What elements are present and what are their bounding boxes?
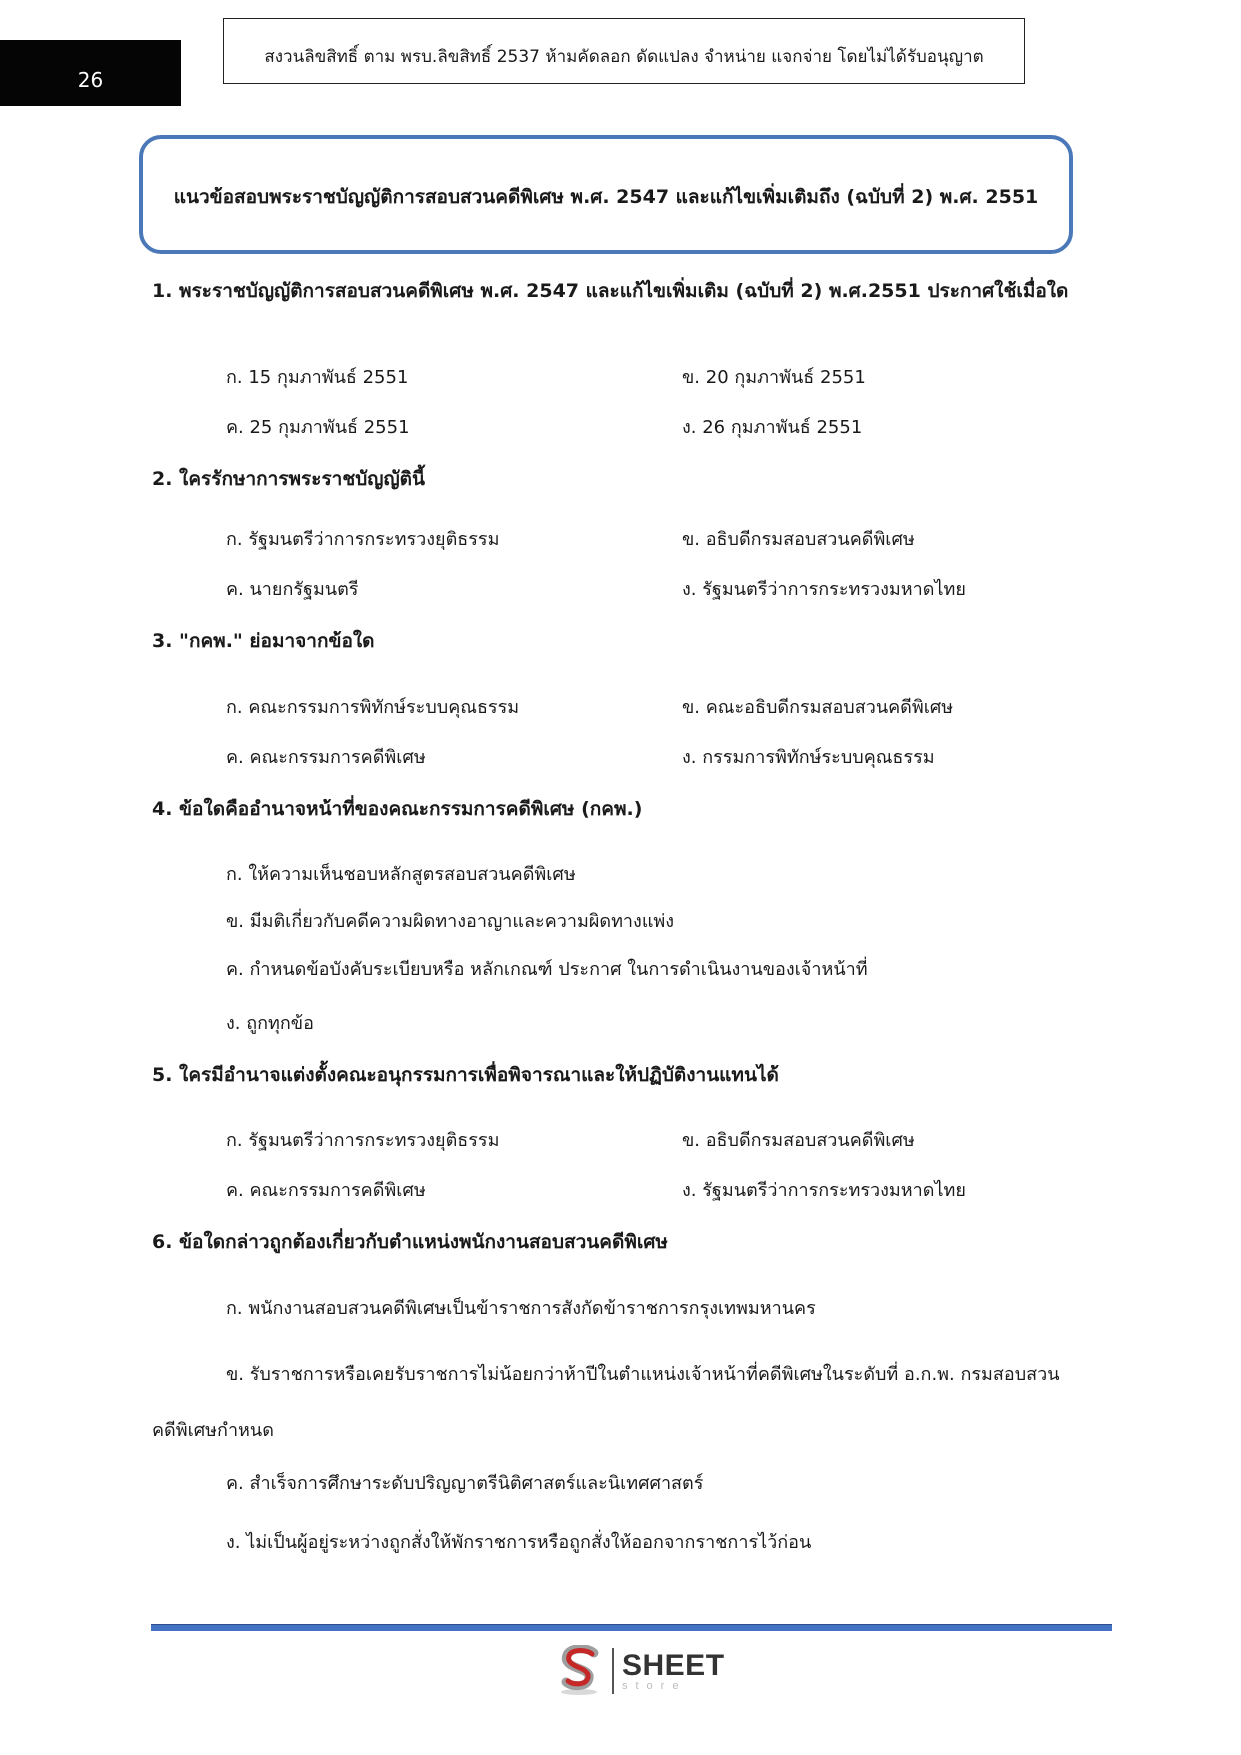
question-6-option-c: ค. สำเร็จการศึกษาระดับปริญญาตรีนิติศาสตร์และนิเทศศาสตร์ bbox=[226, 1473, 704, 1494]
document-title: แนวข้อสอบพระราชบัญญัติการสอบสวนคดีพิเศษ พ.ศ. 2547 และแก้ไขเพิ่มเติมถึง (ฉบับที่ 2) พ.ศ. 2551 bbox=[139, 135, 1073, 254]
question-2-option-b: ข. อธิบดีกรมสอบสวนคดีพิเศษ bbox=[682, 529, 915, 550]
copyright-notice: สงวนลิขสิทธิ์ ตาม พรบ.ลิขสิทธิ์ 2537 ห้ามคัดลอก ดัดแปลง จำหน่าย แจกจ่าย โดยไม่ได้รับอนุญาต bbox=[223, 18, 1025, 84]
question-3-option-d: ง. กรรมการพิทักษ์ระบบคุณธรรม bbox=[682, 747, 935, 768]
question-3-option-b: ข. คณะอธิบดีกรมสอบสวนคดีพิเศษ bbox=[682, 697, 954, 718]
question-3: 3. "กคพ." ย่อมาจากข้อใด bbox=[152, 630, 375, 652]
logo-subtext: store bbox=[622, 1679, 687, 1692]
question-5: 5. ใครมีอำนาจแต่งตั้งคณะอนุกรรมการเพื่อพิจารณาและให้ปฏิบัติงานแทนได้ bbox=[152, 1064, 779, 1086]
question-6-option-a: ก. พนักงานสอบสวนคดีพิเศษเป็นข้าราชการสังกัดข้าราชการกรุงเทพมหานคร bbox=[226, 1298, 816, 1319]
question-4-option-b: ข. มีมติเกี่ยวกับคดีความผิดทางอาญาและความผิดทางแพ่ง bbox=[226, 911, 675, 932]
question-2-option-c: ค. นายกรัฐมนตรี bbox=[226, 579, 359, 600]
question-5-option-b: ข. อธิบดีกรมสอบสวนคดีพิเศษ bbox=[682, 1130, 915, 1151]
question-1: 1. พระราชบัญญัติการสอบสวนคดีพิเศษ พ.ศ. 2547 และแก้ไขเพิ่มเติม (ฉบับที่ 2) พ.ศ.2551 ประกาศใช้เมื่อใด bbox=[152, 280, 1069, 302]
question-6-option-b: ข. รับราชการหรือเคยรับราชการไม่น้อยกว่าห้าปีในตำแหน่งเจ้าหน้าที่คดีพิเศษในระดับที่ อ.ก.พ. กรมสอบสวนคดีพิเศษกำหนด bbox=[152, 1364, 1060, 1441]
question-6-option-d: ง. ไม่เป็นผู้อยู่ระหว่างถูกสั่งให้พักราชการหรือถูกสั่งให้ออกจากราชการไว้ก่อน bbox=[226, 1532, 812, 1553]
question-5-option-d: ง. รัฐมนตรีว่าการกระทรวงมหาดไทย bbox=[682, 1180, 966, 1201]
logo-divider bbox=[612, 1648, 614, 1694]
question-4-option-c: ค. กำหนดข้อบังคับระเบียบหรือ หลักเกณฑ์ ประกาศ ในการดำเนินงานของเจ้าหน้าที่ bbox=[226, 959, 868, 980]
question-2-option-d: ง. รัฐมนตรีว่าการกระทรวงมหาดไทย bbox=[682, 579, 966, 600]
sheet-s-logo-icon bbox=[558, 1645, 604, 1697]
logo-wordmark: SHEET bbox=[622, 1648, 725, 1682]
question-4: 4. ข้อใดคืออำนาจหน้าที่ของคณะกรรมการคดีพิเศษ (กคพ.) bbox=[152, 798, 643, 820]
question-3-option-a: ก. คณะกรรมการพิทักษ์ระบบคุณธรรม bbox=[226, 697, 520, 718]
question-1-option-c: ค. 25 กุมภาพันธ์ 2551 bbox=[226, 417, 410, 438]
question-4-option-a: ก. ให้ความเห็นชอบหลักสูตรสอบสวนคดีพิเศษ bbox=[226, 864, 576, 885]
question-5-option-c: ค. คณะกรรมการคดีพิเศษ bbox=[226, 1180, 426, 1201]
question-6: 6. ข้อใดกล่าวถูกต้องเกี่ยวกับตำแหน่งพนักงานสอบสวนคดีพิเศษ bbox=[152, 1231, 668, 1253]
question-4-option-d: ง. ถูกทุกข้อ bbox=[226, 1013, 314, 1034]
question-1-option-d: ง. 26 กุมภาพันธ์ 2551 bbox=[682, 417, 863, 438]
question-1-option-b: ข. 20 กุมภาพันธ์ 2551 bbox=[682, 367, 866, 388]
question-5-option-a: ก. รัฐมนตรีว่าการกระทรวงยุติธรรม bbox=[226, 1130, 500, 1151]
sheet-store-logo bbox=[558, 1643, 725, 1699]
page-number: 26 bbox=[0, 40, 181, 106]
question-3-option-c: ค. คณะกรรมการคดีพิเศษ bbox=[226, 747, 426, 768]
question-2: 2. ใครรักษาการพระราชบัญญัตินี้ bbox=[152, 468, 425, 490]
question-2-option-a: ก. รัฐมนตรีว่าการกระทรวงยุติธรรม bbox=[226, 529, 500, 550]
question-1-option-a: ก. 15 กุมภาพันธ์ 2551 bbox=[226, 367, 409, 388]
footer-divider bbox=[151, 1624, 1112, 1631]
